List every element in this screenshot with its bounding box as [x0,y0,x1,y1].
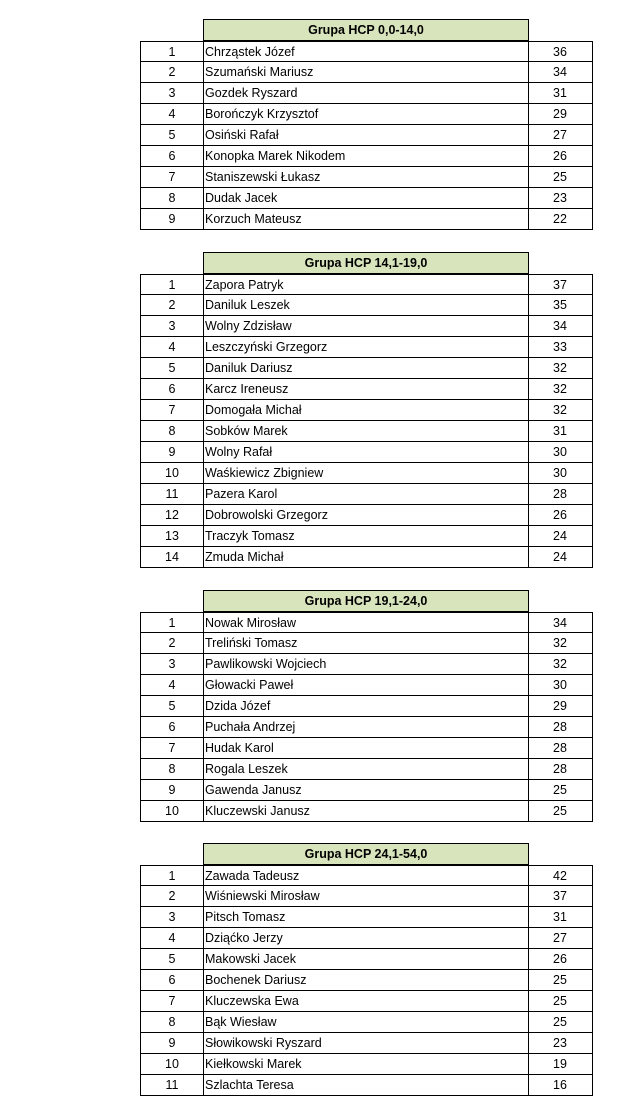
table-row [0,188,635,209]
points-cell: 29 [528,104,593,125]
points-cell: 28 [528,759,593,780]
table-row [0,125,635,146]
points-cell: 34 [528,316,593,337]
points-cell: 26 [528,505,593,526]
table-row [0,1033,635,1054]
rank-cell: 3 [140,83,204,104]
table-row [0,358,635,379]
points-cell: 16 [528,1075,593,1096]
points-cell: 32 [528,379,593,400]
player-name-cell: Traczyk Tomasz [203,526,529,547]
rank-cell: 8 [140,188,204,209]
rank-cell: 12 [140,505,204,526]
points-cell: 25 [528,1012,593,1033]
table-row [0,463,635,484]
table-row [0,865,635,886]
points-cell: 31 [528,907,593,928]
player-name-cell: Daniluk Leszek [203,295,529,316]
table-row [0,421,635,442]
player-name-cell: Słowikowski Ryszard [203,1033,529,1054]
player-name-cell: Pawlikowski Wojciech [203,654,529,675]
table-row [0,274,635,295]
table-row [0,526,635,547]
player-name-cell: Borończyk Krzysztof [203,104,529,125]
points-cell: 30 [528,463,593,484]
table-row [0,970,635,991]
group-title: Grupa HCP 0,0-14,0 [203,19,529,41]
points-cell: 32 [528,633,593,654]
table-row [0,801,635,822]
rank-cell: 4 [140,337,204,358]
points-cell: 25 [528,991,593,1012]
table-row [0,337,635,358]
points-cell: 31 [528,83,593,104]
table-row [0,379,635,400]
table-row [0,83,635,104]
table-row [0,484,635,505]
points-cell: 27 [528,125,593,146]
points-cell: 26 [528,949,593,970]
rank-cell: 1 [140,41,204,62]
player-name-cell: Gawenda Janusz [203,780,529,801]
player-name-cell: Korzuch Mateusz [203,209,529,230]
player-name-cell: Rogala Leszek [203,759,529,780]
table-row [0,62,635,83]
table-row [0,907,635,928]
player-name-cell: Treliński Tomasz [203,633,529,654]
points-cell: 25 [528,801,593,822]
player-name-cell: Konopka Marek Nikodem [203,146,529,167]
rank-cell: 10 [140,1054,204,1075]
player-name-cell: Chrząstek Józef [203,41,529,62]
points-cell: 32 [528,654,593,675]
table-row [0,928,635,949]
rank-cell: 2 [140,633,204,654]
points-cell: 24 [528,547,593,568]
rank-cell: 5 [140,696,204,717]
rank-cell: 2 [140,295,204,316]
player-name-cell: Pitsch Tomasz [203,907,529,928]
player-name-cell: Pazera Karol [203,484,529,505]
table-row [0,780,635,801]
rank-cell: 9 [140,442,204,463]
points-cell: 28 [528,484,593,505]
rank-cell: 13 [140,526,204,547]
player-name-cell: Waśkiewicz Zbigniew [203,463,529,484]
rank-cell: 8 [140,1012,204,1033]
group-title: Grupa HCP 14,1-19,0 [203,252,529,274]
table-row [0,295,635,316]
table-row [0,505,635,526]
table-row [0,104,635,125]
rank-cell: 3 [140,654,204,675]
points-cell: 37 [528,274,593,295]
player-name-cell: Makowski Jacek [203,949,529,970]
rank-cell: 5 [140,949,204,970]
table-row [0,547,635,568]
rank-cell: 7 [140,991,204,1012]
rank-cell: 6 [140,379,204,400]
table-row [0,442,635,463]
table-row [0,675,635,696]
player-name-cell: Dzida Józef [203,696,529,717]
points-cell: 34 [528,612,593,633]
rank-cell: 9 [140,209,204,230]
points-cell: 35 [528,295,593,316]
player-name-cell: Leszczyński Grzegorz [203,337,529,358]
points-cell: 28 [528,738,593,759]
rank-cell: 3 [140,907,204,928]
points-cell: 25 [528,970,593,991]
table-row [0,949,635,970]
rank-cell: 11 [140,484,204,505]
rank-cell: 10 [140,801,204,822]
rank-cell: 14 [140,547,204,568]
rank-cell: 6 [140,146,204,167]
rank-cell: 8 [140,421,204,442]
player-name-cell: Dudak Jacek [203,188,529,209]
rank-cell: 4 [140,104,204,125]
player-name-cell: Głowacki Paweł [203,675,529,696]
points-cell: 28 [528,717,593,738]
table-row [0,41,635,62]
player-name-cell: Zapora Patryk [203,274,529,295]
player-name-cell: Dziąćko Jerzy [203,928,529,949]
player-name-cell: Kiełkowski Marek [203,1054,529,1075]
rank-cell: 4 [140,928,204,949]
table-row [0,696,635,717]
rank-cell: 2 [140,886,204,907]
rank-cell: 4 [140,675,204,696]
table-row [0,633,635,654]
player-name-cell: Szlachta Teresa [203,1075,529,1096]
player-name-cell: Sobków Marek [203,421,529,442]
points-cell: 25 [528,780,593,801]
points-cell: 19 [528,1054,593,1075]
player-name-cell: Zmuda Michał [203,547,529,568]
points-cell: 29 [528,696,593,717]
player-name-cell: Dobrowolski Grzegorz [203,505,529,526]
points-cell: 36 [528,41,593,62]
points-cell: 27 [528,928,593,949]
group-title: Grupa HCP 19,1-24,0 [203,590,529,612]
rank-cell: 5 [140,125,204,146]
player-name-cell: Daniluk Dariusz [203,358,529,379]
points-cell: 26 [528,146,593,167]
rank-cell: 1 [140,865,204,886]
rank-cell: 10 [140,463,204,484]
rank-cell: 7 [140,738,204,759]
player-name-cell: Karcz Ireneusz [203,379,529,400]
rank-cell: 1 [140,274,204,295]
player-name-cell: Staniszewski Łukasz [203,167,529,188]
player-name-cell: Osiński Rafał [203,125,529,146]
player-name-cell: Zawada Tadeusz [203,865,529,886]
player-name-cell: Wolny Rafał [203,442,529,463]
rank-cell: 6 [140,970,204,991]
rank-cell: 2 [140,62,204,83]
points-cell: 22 [528,209,593,230]
table-row [0,759,635,780]
points-cell: 23 [528,188,593,209]
player-name-cell: Hudak Karol [203,738,529,759]
table-row [0,612,635,633]
table-row [0,717,635,738]
player-name-cell: Kluczewski Janusz [203,801,529,822]
table-row [0,1075,635,1096]
rank-cell: 9 [140,1033,204,1054]
points-cell: 33 [528,337,593,358]
rank-cell: 9 [140,780,204,801]
group-title: Grupa HCP 24,1-54,0 [203,843,529,865]
points-cell: 25 [528,167,593,188]
points-cell: 23 [528,1033,593,1054]
points-cell: 42 [528,865,593,886]
points-cell: 34 [528,62,593,83]
player-name-cell: Wiśniewski Mirosław [203,886,529,907]
rank-cell: 7 [140,167,204,188]
player-name-cell: Kluczewska Ewa [203,991,529,1012]
rank-cell: 3 [140,316,204,337]
player-name-cell: Domogała Michał [203,400,529,421]
table-row [0,146,635,167]
table-row [0,1012,635,1033]
player-name-cell: Bochenek Dariusz [203,970,529,991]
player-name-cell: Wolny Zdzisław [203,316,529,337]
table-row [0,654,635,675]
points-cell: 37 [528,886,593,907]
table-row [0,167,635,188]
table-row [0,209,635,230]
points-cell: 30 [528,442,593,463]
player-name-cell: Puchała Andrzej [203,717,529,738]
points-cell: 30 [528,675,593,696]
rank-cell: 1 [140,612,204,633]
table-row [0,738,635,759]
player-name-cell: Szumański Mariusz [203,62,529,83]
table-row [0,400,635,421]
rank-cell: 7 [140,400,204,421]
table-row [0,1054,635,1075]
points-cell: 32 [528,358,593,379]
rank-cell: 8 [140,759,204,780]
rank-cell: 6 [140,717,204,738]
player-name-cell: Gozdek Ryszard [203,83,529,104]
player-name-cell: Nowak Mirosław [203,612,529,633]
points-cell: 31 [528,421,593,442]
table-row [0,991,635,1012]
player-name-cell: Bąk Wiesław [203,1012,529,1033]
points-cell: 24 [528,526,593,547]
table-row [0,886,635,907]
rank-cell: 5 [140,358,204,379]
table-row [0,316,635,337]
rank-cell: 11 [140,1075,204,1096]
points-cell: 32 [528,400,593,421]
